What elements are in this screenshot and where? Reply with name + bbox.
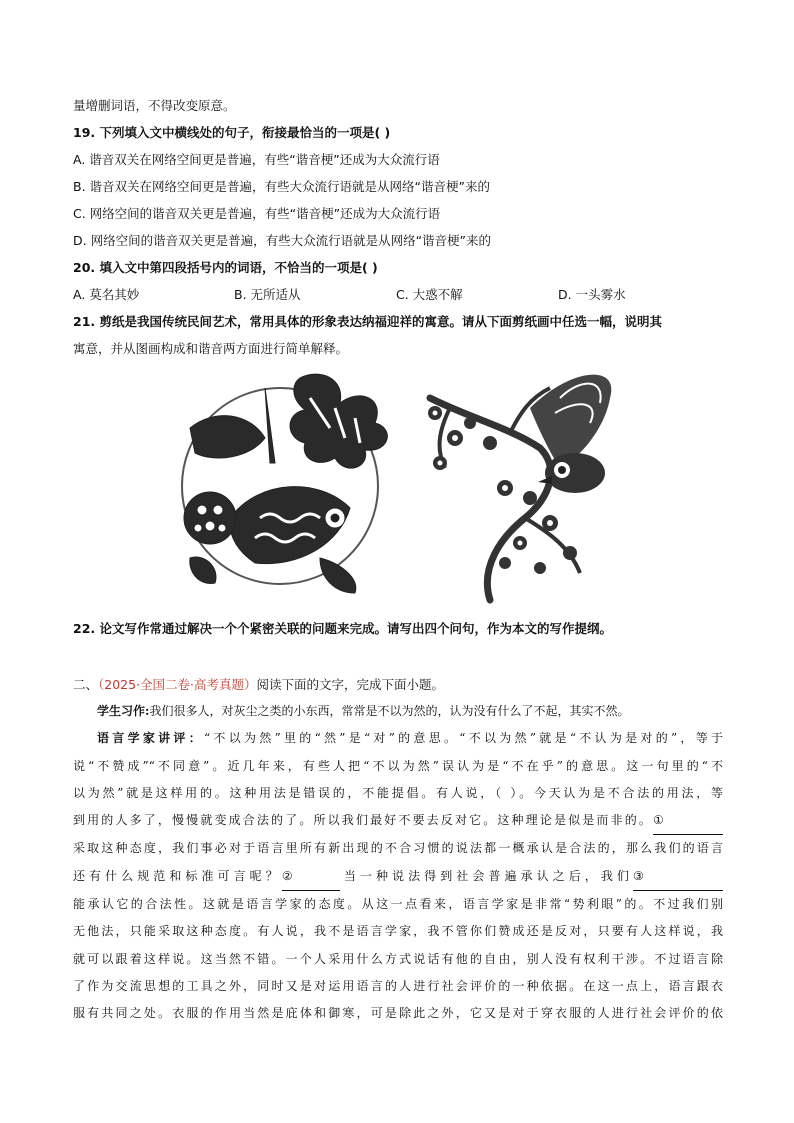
text-line-continuation: 量增删词语，不得改变原意。 [73,98,236,113]
passage-text: 当一种说法得到社会普遍承认之后，我们 [339,868,633,883]
q20-option-a: A. 莫名其妙 [73,287,140,302]
section-two-heading [73,675,444,693]
passage-text: 到用的人多了，慢慢就变成合法的了。所以我们最好不要去反对它。这种理论是似是而非的。 [73,813,653,828]
q19-option-d: D. 网络空间的谐音双关更是普遍，有些大众流行语就是从网络“谐音梗”来的 [73,233,492,248]
passage-line: 采取这种态度，我们事必对于语言里所有新出现的不合习惯的说法都一概承认是合法的，那么我们的语言 [73,841,723,856]
q19-option-c: C. 网络空间的谐音双关更是普遍，有些“谐音梗”还成为大众流行语 [73,206,441,221]
papercut-bird-plum-image [428,375,611,600]
question-20: 20. 填入文中第四段括号内的词语，不恰当的一项是( ) [73,260,378,275]
passage-line: 就可以跟着这样说。这当然不错。一个人采用什么方式说话有他的自由，别人没有权利干涉。不过语言除 [73,951,723,966]
passage-text: 还有什么规范和标准可言呢？ [73,868,282,883]
linguist-comment-label: 语言学家讲评： [97,731,205,746]
passage-line [73,863,723,891]
reading-passage [73,698,723,1028]
section-label: 二、 [73,677,99,692]
q20-options [73,286,626,304]
passage-line [73,725,723,752]
question-21-line1: 21. 剪纸是我国传统民间艺术，常用具体的形象表达纳福迎祥的寓意。请从下面剪纸画中任选一幅，说明其 [73,314,662,329]
student-writing-label: 学生习作: [97,704,150,718]
papercut-images [170,368,622,606]
section-source: （2025·全国二卷·高考真题） [98,677,257,692]
passage-line: 了作为交流思想的工具之外，同时又是对运用语言的人进行社会评价的一种依据。在这一点上，语言跟衣 [73,978,723,993]
passage-line: 无他法，只能采取这种态度。有人说，我不是语言学家，我不管你们赞成还是反对，只要有人这样说，我 [73,924,723,939]
passage-line: 说“不赞成”“不同意”。近几年来，有些人把“不以为然”误认为是“不在乎”的意思。这一句里的“不 [73,758,723,773]
student-writing-text: 我们很多人，对灰尘之类的小东西，常常是不以为然的，认为没有什么了不起，其实不然。 [149,704,630,718]
q20-option-b: B. 无所适从 [234,287,301,302]
passage-student-writing [73,698,723,725]
papercut-fish-lotus-image [182,374,387,593]
passage-line [73,807,723,835]
blank-1: ① [653,807,723,835]
passage-line: 以为然”就是这样用的。这种用法是错误的，不能提倡。有人说，（ ）。今天认为是不合法的用法，等 [73,785,723,800]
blank-3: ③ [633,863,723,891]
passage-line: 服有共同之处。衣服的作用当然是庇体和御寒，可是除此之外，它又是对于穿衣服的人进行社会评价的依 [73,1006,723,1021]
q19-option-a: A. 谐音双关在网络空间更是普遍，有些“谐音梗”还成为大众流行语 [73,152,440,167]
question-21-line2: 寓意，并从图画构成和谐音两方面进行简单解释。 [73,341,349,356]
passage-text: “不以为然”里的“然”是“对”的意思。“不以为然”就是“不认为是对的”，等于 [204,731,723,746]
q20-option-c: C. 大惑不解 [396,287,463,302]
q19-option-b: B. 谐音双关在网络空间更是普遍，有些大众流行语就是从网络“谐音梗”来的 [73,179,490,194]
q20-option-d: D. 一头雾水 [558,287,626,302]
question-22: 22. 论文写作常通过解决一个个紧密关联的问题来完成。请写出四个问句，作为本文的写作提纲。 [73,621,612,636]
blank-2: ② [282,863,340,891]
passage-line: 能承认它的合法性。这就是语言学家的态度。从这一点看来，语言学家是非常“势利眼”的。不过我们别 [73,897,723,912]
section-instruction: 阅读下面的文字，完成下面小题。 [256,677,445,692]
question-19: 19. 下列填入文中横线处的句子，衔接最恰当的一项是( ) [73,125,391,140]
